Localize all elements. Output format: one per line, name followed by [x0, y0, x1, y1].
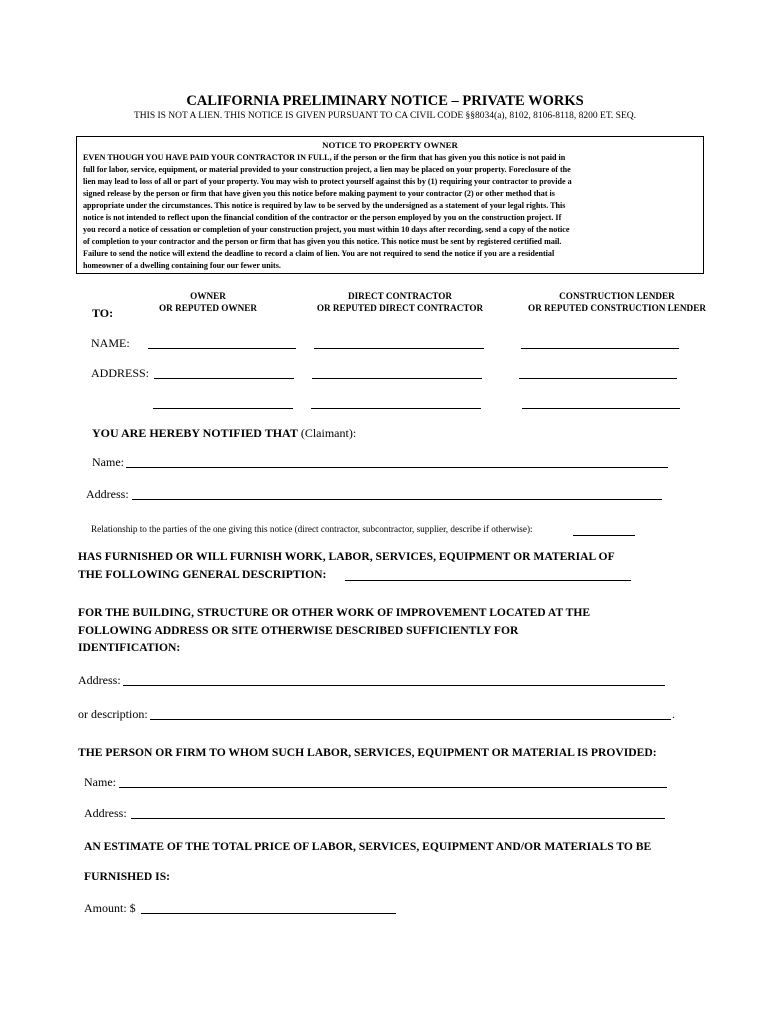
- furnished-line1: HAS FURNISHED OR WILL FURNISH WORK, LABOR, SERVICES, EQUIPMENT OR MATERIAL OF: [78, 550, 615, 563]
- parties-name-label: NAME:: [91, 336, 130, 350]
- owner-address-field[interactable]: [154, 378, 294, 379]
- claimant-name-label: Name:: [92, 455, 124, 469]
- provided-to-address-label: Address:: [84, 806, 127, 820]
- notice-line: Failure to send the notice will extend the deadline to record a claim of lien. You are not required to send the notice if you are a residential: [83, 249, 555, 258]
- lender-header-line1: CONSTRUCTION LENDER: [559, 291, 675, 301]
- owner-address-line2-field[interactable]: [153, 408, 293, 409]
- claimant-address-field[interactable]: [132, 499, 662, 500]
- owner-header-line1: OWNER: [190, 291, 226, 301]
- relationship-field[interactable]: [573, 535, 635, 536]
- location-description-field[interactable]: [150, 719, 671, 720]
- amount-label: Amount: $: [84, 901, 136, 915]
- contractor-name-field[interactable]: [314, 348, 484, 349]
- location-description-label: or description:: [78, 707, 148, 721]
- claimant-heading-suffix: (Claimant):: [300, 426, 357, 440]
- furnished-heading: [78, 548, 615, 583]
- provided-to-heading: THE PERSON OR FIRM TO WHOM SUCH LABOR, SERVICES, EQUIPMENT OR MATERIAL IS PROVIDED:: [78, 746, 657, 759]
- contractor-address-line2-field[interactable]: [311, 408, 481, 409]
- lender-address-line2-field[interactable]: [522, 408, 680, 409]
- claimant-heading-text: YOU ARE HEREBY NOTIFIED THAT: [92, 426, 298, 440]
- document-subtitle: THIS IS NOT A LIEN. THIS NOTICE IS GIVEN PURSUANT TO CA CIVIL CODE §§8034(a), 8102, 8106-8118, 8200 ET. SEQ.: [134, 111, 636, 121]
- contractor-address-field[interactable]: [312, 378, 482, 379]
- notice-line: of completion to your contractor and the person or firm that has given you this notice. This notice must be sent by registered certified mail.: [83, 237, 562, 246]
- lender-address-field[interactable]: [519, 378, 677, 379]
- owner-name-field[interactable]: [148, 348, 296, 349]
- lender-name-field[interactable]: [521, 348, 679, 349]
- notice-to-owner-box: [76, 136, 704, 274]
- estimate-heading-line1: AN ESTIMATE OF THE TOTAL PRICE OF LABOR, SERVICES, EQUIPMENT AND/OR MATERIALS TO BE: [84, 840, 652, 853]
- notice-line: notice is not intended to reflect upon the financial condition of the contractor or the person employed by you on the construction project. If: [83, 213, 562, 222]
- notice-line: homeowner of a dwelling containing four our fewer units.: [83, 261, 281, 270]
- provided-to-name-field[interactable]: [119, 787, 667, 788]
- owner-column-header: [98, 290, 318, 314]
- owner-header-line2: OR REPUTED OWNER: [158, 303, 257, 313]
- provided-to-address-field[interactable]: [131, 818, 665, 819]
- location-address-label: Address:: [78, 673, 121, 687]
- description-period: .: [672, 707, 675, 721]
- furnished-line2: THE FOLLOWING GENERAL DESCRIPTION:: [78, 567, 327, 581]
- notice-line: lien may lead to loss of all or part of your property. You may wish to protect yourself against this by (1) requiring your contractor to provide a: [83, 177, 572, 186]
- location-heading: [78, 604, 590, 657]
- location-address-field[interactable]: [123, 685, 665, 686]
- document-title: CALIFORNIA PRELIMINARY NOTICE – PRIVATE WORKS: [186, 93, 584, 109]
- notice-line: signed release by the person or firm that have given you this notice before making payment to your contractor (2) or other method that is: [83, 189, 555, 198]
- location-line2: FOLLOWING ADDRESS OR SITE OTHERWISE DESCRIBED SUFFICIENTLY FOR: [78, 623, 519, 637]
- notice-line: full for labor, service, equipment, or material provided to your construction project, a lien may be placed on your property. Foreclosure of the: [83, 165, 571, 174]
- notice-line: you record a notice of cessation or completion of your construction project, you must within 10 days after recording, send a copy of the notice: [83, 225, 570, 234]
- location-line1: FOR THE BUILDING, STRUCTURE OR OTHER WORK OF IMPROVEMENT LOCATED AT THE: [78, 606, 591, 619]
- estimate-heading-line2: FURNISHED IS:: [84, 870, 171, 883]
- notice-line: EVEN THOUGH YOU HAVE PAID YOUR CONTRACTOR IN FULL, if the person or the firm that has given you this notice is not paid in: [83, 153, 566, 162]
- contractor-header-line2: OR REPUTED DIRECT CONTRACTOR: [316, 303, 484, 313]
- lender-column-header: [507, 290, 727, 314]
- notice-heading: NOTICE TO PROPERTY OWNER: [322, 140, 458, 150]
- claimant-heading: [92, 426, 356, 441]
- relationship-label: Relationship to the parties of the one giving this notice (direct contractor, subcontractor, supplier, describe if otherwise):: [91, 524, 533, 534]
- notice-line: appropriate under the circumstances. This notice is required by law to be served by the undersigned as a statement of your legal rights. This: [83, 201, 566, 210]
- claimant-name-field[interactable]: [126, 467, 668, 468]
- lender-header-line2: OR REPUTED CONSTRUCTION LENDER: [528, 303, 706, 313]
- parties-address-label: ADDRESS:: [91, 366, 150, 380]
- provided-to-name-label: Name:: [84, 775, 116, 789]
- general-description-field[interactable]: [345, 580, 631, 581]
- amount-field[interactable]: [141, 913, 396, 914]
- to-label: TO:: [92, 306, 114, 320]
- location-line3: IDENTIFICATION:: [78, 641, 181, 654]
- claimant-address-label: Address:: [86, 487, 129, 501]
- contractor-column-header: [290, 290, 510, 314]
- contractor-header-line1: DIRECT CONTRACTOR: [347, 291, 453, 301]
